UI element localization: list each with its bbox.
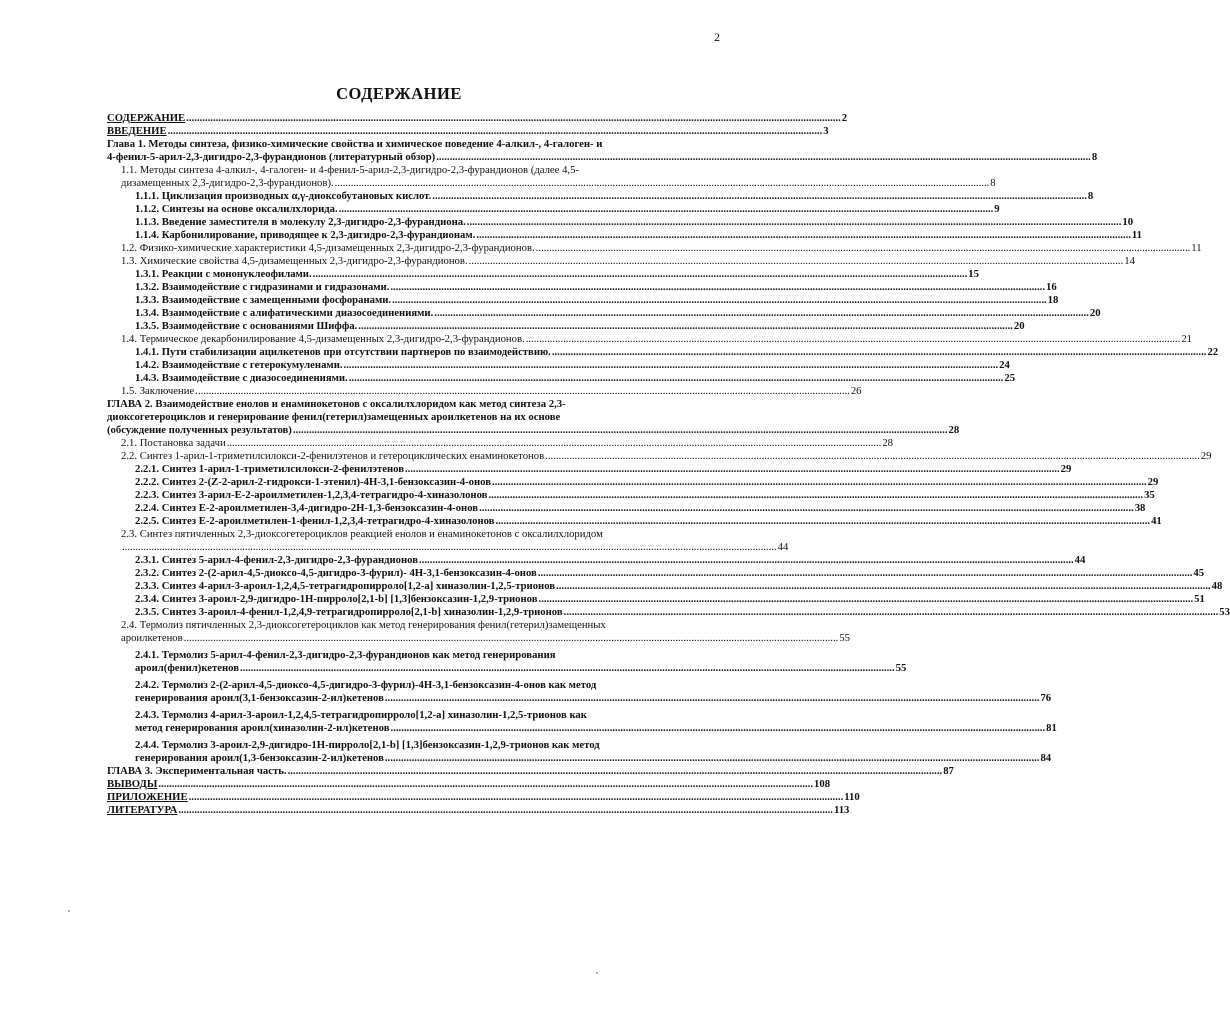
toc-entry-page: 11 bbox=[1131, 229, 1143, 241]
scan-speck bbox=[596, 972, 598, 974]
leader-dots bbox=[339, 203, 994, 216]
toc-entry-page: 2 bbox=[841, 112, 848, 124]
toc-entry bbox=[107, 502, 1146, 515]
toc-entry-page: 11 bbox=[1191, 242, 1202, 254]
toc-entry-page: 41 bbox=[1151, 515, 1162, 527]
toc-entry bbox=[107, 255, 1135, 268]
toc-entry-page: 8 bbox=[990, 177, 996, 189]
toc-entry-text: ЛИТЕРАТУРА bbox=[107, 804, 178, 816]
leader-dots bbox=[536, 242, 1191, 255]
toc-entry-text: 1.3.4. Взаимодействие с алифатическими диазосоединениями. bbox=[135, 307, 434, 319]
toc-entry bbox=[107, 515, 1162, 528]
leader-dots bbox=[391, 722, 1046, 735]
toc-entry-text: 2.3.4. Синтез 3-ароил-2,9-дигидро-1H-пирроло[2,1-b] [1,3]бензоксазин-1,2,9-трионов bbox=[135, 593, 538, 605]
toc-entry-text-line: ароилкетенов bbox=[121, 632, 183, 644]
toc-entry bbox=[107, 649, 907, 675]
toc-entry-text: 1.3.1. Реакции с мононуклеофилами. bbox=[135, 268, 312, 280]
toc-entry-page: 29 bbox=[1060, 463, 1072, 475]
toc-entry-page: 15 bbox=[968, 268, 979, 280]
toc-entry-page: 10 bbox=[1122, 216, 1134, 228]
toc-entry-text: 1.2. Физико-химические характеристики 4,5-дизамещенных 2,3-дигидро-2,3-фурандионов. bbox=[121, 242, 535, 254]
toc-entry bbox=[107, 593, 1205, 606]
toc-entry-text-line: ароил(фенил)кетенов bbox=[135, 662, 239, 674]
toc-entry bbox=[107, 229, 1143, 242]
page-title: СОДЕРЖАНИЕ bbox=[336, 84, 462, 103]
leader-dots bbox=[313, 268, 968, 281]
leader-dots bbox=[495, 515, 1150, 528]
leader-dots bbox=[419, 554, 1074, 567]
toc-entry-text: 1.1.2. Синтезы на основе оксалилхлорида. bbox=[135, 203, 338, 215]
toc-entry bbox=[107, 216, 1134, 229]
toc-entry-page: 51 bbox=[1194, 593, 1205, 605]
toc-entry-text: 1.5. Заключение bbox=[121, 385, 195, 397]
toc-entry bbox=[107, 476, 1159, 489]
leader-dots bbox=[178, 804, 833, 817]
leader-dots bbox=[556, 580, 1211, 593]
toc-entry-page: 24 bbox=[999, 359, 1010, 371]
leader-dots bbox=[552, 346, 1207, 359]
toc-entry bbox=[107, 307, 1101, 320]
toc-entry-text: 1.1.1. Циклизация производных α,γ-диоксобутановых кислот. bbox=[135, 190, 432, 202]
toc-entry-text: 2.3.5. Синтез 3-ароил-4-фенил-1,2,4,9-тетрагидропирроло[2,1-b] хиназолин-1,2,9-трионов bbox=[135, 606, 563, 618]
leader-dots bbox=[436, 151, 1091, 164]
toc-entry-page: 28 bbox=[948, 424, 960, 436]
toc-entry bbox=[107, 765, 954, 778]
toc-entry-text-line: ГЛАВА 2. Взаимодействие енолов и енаминокетонов с оксалилхлоридом как метод синтеза 2,3- bbox=[107, 398, 566, 410]
toc-entry bbox=[107, 112, 848, 125]
toc-entry bbox=[107, 709, 1057, 735]
toc-entry bbox=[107, 346, 1219, 359]
toc-entry-page: 38 bbox=[1134, 502, 1146, 514]
toc-entry-text-line: 2.4. Термолиз пятичленных 2,3-диоксогетероциклов как метод генерирования фенил(гетерил)замещенных bbox=[121, 619, 606, 631]
leader-dots bbox=[469, 255, 1124, 268]
toc-entry-text: 2.2. Синтез 1-арил-1-триметилсилокси-2-фенилэтенов и гетероциклических енаминокетонов bbox=[121, 450, 545, 462]
toc-entry-text: 2.3.1. Синтез 5-арил-4-фенил-2,3-дигидро-2,3-фурандионов bbox=[135, 554, 419, 566]
toc-entry-text: 2.1. Постановка задачи bbox=[121, 437, 226, 449]
toc-entry-text-line: Глава 1. Методы синтеза, физико-химические свойства и химическое поведение 4-алкил-, 4-галоген- и bbox=[107, 138, 603, 150]
leader-dots bbox=[432, 190, 1087, 203]
toc-entry-text: 1.3.2. Взаимодействие с гидразинами и гидразонами. bbox=[135, 281, 390, 293]
toc-entry bbox=[107, 437, 893, 450]
toc-entry-page: 29 bbox=[1147, 476, 1159, 488]
toc-entry-page: 108 bbox=[814, 778, 831, 790]
toc-entry bbox=[107, 125, 829, 138]
toc-entry-page: 35 bbox=[1144, 489, 1155, 501]
leader-dots bbox=[539, 593, 1194, 606]
leader-dots bbox=[358, 320, 1013, 333]
leader-dots bbox=[195, 385, 850, 398]
leader-dots bbox=[288, 765, 943, 778]
toc-entry-text: 1.1.3. Введение заместителя в молекулу 2,3-дигидро-2,3-фурандиона. bbox=[135, 216, 466, 228]
toc-entry-page: 45 bbox=[1193, 567, 1205, 579]
leader-dots bbox=[488, 489, 1143, 502]
toc-entry bbox=[107, 567, 1205, 580]
scan-speck bbox=[68, 910, 70, 912]
leader-dots bbox=[293, 424, 948, 437]
page-number: 2 bbox=[714, 30, 720, 44]
leader-dots bbox=[467, 216, 1122, 229]
toc-entry-text-line: 4-фенил-5-арил-2,3-дигидро-2,3-фурандионов (литературный обзор) bbox=[107, 151, 436, 163]
leader-dots bbox=[538, 567, 1193, 580]
toc-entry-page: 44 bbox=[1074, 554, 1086, 566]
toc-entry-page: 48 bbox=[1211, 580, 1223, 592]
toc-entry-text-line: 2.4.4. Термолиз 3-ароил-2,9-дигидро-1H-пирроло[2,1-b] [1,3]бензоксазин-1,2,9-трионов как метод bbox=[135, 739, 600, 751]
toc-entry-page: 21 bbox=[1181, 333, 1192, 345]
toc-entry bbox=[107, 190, 1094, 203]
toc-entry-text: ГЛАВА 3. Экспериментальная часть. bbox=[107, 765, 287, 777]
toc-entry-text-line: 2.4.2. Термолиз 2-(2-арил-4,5-диоксо-4,5-дигидро-3-фурил)-4H-3,1-бензоксазин-4-онов как метод bbox=[135, 679, 597, 691]
toc-entry bbox=[107, 606, 1230, 619]
leader-dots bbox=[405, 463, 1060, 476]
toc-entry-text: 1.4.1. Пути стабилизации ацилкетенов при отсутствии партнеров по взаимодействию. bbox=[135, 346, 551, 358]
toc-entry-text: 2.2.2. Синтез 2-(Z-2-арил-2-гидрокси-1-этенил)-4H-3,1-бензоксазин-4-онов bbox=[135, 476, 492, 488]
toc-entry-page: 55 bbox=[895, 662, 907, 674]
toc-entry bbox=[107, 164, 996, 190]
toc-entry bbox=[107, 450, 1212, 463]
toc-entry-text: 1.3. Химические свойства 4,5-дизамещенных 2,3-дигидро-2,3-фурандионов. bbox=[121, 255, 468, 267]
leader-dots bbox=[390, 281, 1045, 294]
leader-dots bbox=[344, 359, 999, 372]
toc-entry-page: 44 bbox=[777, 541, 789, 553]
toc-entry-page: 8 bbox=[1087, 190, 1094, 202]
toc-entry bbox=[107, 804, 850, 817]
leader-dots bbox=[122, 541, 777, 554]
toc-entry-page: 26 bbox=[850, 385, 862, 397]
toc-entry-text: 1.3.5. Взаимодействие с основаниями Шиффа. bbox=[135, 320, 358, 332]
toc-entry bbox=[107, 333, 1192, 346]
leader-dots bbox=[240, 662, 895, 675]
toc-entry-text-line: генерирования ароил(3,1-бензоксазин-2-ил)кетенов bbox=[135, 692, 384, 704]
toc-entry-text: 2.2.3. Синтез 3-арил-E-2-ароилметилен-1,2,3,4-тетрагидро-4-хиназолонов bbox=[135, 489, 488, 501]
toc-entry-text: 1.4.2. Взаимодействие с гетерокумуленами. bbox=[135, 359, 343, 371]
toc-entry-page: 76 bbox=[1040, 692, 1052, 704]
toc-entry bbox=[107, 138, 1098, 164]
toc-entry-page: 18 bbox=[1047, 294, 1059, 306]
leader-dots bbox=[186, 112, 841, 125]
toc-entry-page: 55 bbox=[839, 632, 850, 644]
toc-entry-text-line: метод генерирования ароил(хиназолин-2-ил)кетенов bbox=[135, 722, 390, 734]
toc-entry-text-line: 2.3. Синтез пятичленных 2,3-диоксогетероциклов реакцией енолов и енаминокетонов с оксалилхлоридом bbox=[121, 528, 603, 540]
toc-entry bbox=[107, 463, 1072, 476]
table-of-contents bbox=[107, 112, 1230, 817]
toc-entry bbox=[107, 554, 1086, 567]
toc-entry-text: 1.4.3. Взаимодействие с диазосоединениями. bbox=[135, 372, 348, 384]
toc-entry bbox=[107, 778, 831, 791]
leader-dots bbox=[189, 791, 844, 804]
toc-entry-page: 87 bbox=[943, 765, 954, 777]
toc-entry bbox=[107, 489, 1155, 502]
toc-entry-page: 20 bbox=[1013, 320, 1025, 332]
toc-entry-page: 113 bbox=[833, 804, 850, 816]
leader-dots bbox=[158, 778, 813, 791]
toc-entry-text: ПРИЛОЖЕНИЕ bbox=[107, 791, 188, 803]
toc-entry-page: 53 bbox=[1219, 606, 1230, 618]
leader-dots bbox=[564, 606, 1219, 619]
leader-dots bbox=[545, 450, 1200, 463]
toc-entry-text-line: дизамещенных 2,3-дигидро-2,3-фурандионов). bbox=[121, 177, 334, 189]
toc-entry-text: 2.2.1. Синтез 1-арил-1-триметилсилокси-2-фенилэтенов bbox=[135, 463, 404, 475]
leader-dots bbox=[385, 692, 1040, 705]
toc-entry bbox=[107, 281, 1057, 294]
leader-dots bbox=[392, 294, 1047, 307]
leader-dots bbox=[168, 125, 823, 138]
toc-entry-text: 1.1.4. Карбонилирование, приводящее к 2,3-дигидро-2,3-фурандионам. bbox=[135, 229, 476, 241]
toc-entry-text-line: 2.4.3. Термолиз 4-арил-3-ароил-1,2,4,5-тетрагидропирроло[1,2-a] хиназолин-1,2,5-трионов как bbox=[135, 709, 587, 721]
toc-entry-text: СОДЕРЖАНИЕ bbox=[107, 112, 186, 124]
toc-entry bbox=[107, 398, 960, 437]
toc-entry-text: 2.2.4. Синтез E-2-ароилметилен-3,4-дигидро-2H-1,3-бензоксазин-4-онов bbox=[135, 502, 479, 514]
toc-entry bbox=[107, 580, 1223, 593]
leader-dots bbox=[476, 229, 1131, 242]
toc-entry-page: 9 bbox=[994, 203, 1000, 215]
toc-entry-text-line: 1.1. Методы синтеза 4-алкил-, 4-галоген- и 4-фенил-5-арил-2,3-дигидро-2,3-фурандионов (далее 4,5- bbox=[121, 164, 580, 176]
toc-entry-page: 16 bbox=[1045, 281, 1057, 293]
toc-entry-text: ВВЕДЕНИЕ bbox=[107, 125, 167, 137]
toc-entry-page: 28 bbox=[882, 437, 893, 449]
toc-entry bbox=[107, 385, 862, 398]
leader-dots bbox=[526, 333, 1181, 346]
toc-entry bbox=[107, 679, 1052, 705]
toc-entry bbox=[107, 294, 1059, 307]
toc-entry-text: 1.4. Термическое декарбонилирование 4,5-дизамещенных 2,3-дигидро-2,3-фурандионов. bbox=[121, 333, 525, 345]
toc-entry-page: 22 bbox=[1207, 346, 1219, 358]
toc-entry-page: 29 bbox=[1200, 450, 1212, 462]
toc-entry-page: 25 bbox=[1004, 372, 1016, 384]
toc-entry bbox=[107, 203, 1000, 216]
toc-entry-page: 20 bbox=[1089, 307, 1101, 319]
toc-entry bbox=[107, 372, 1016, 385]
toc-entry bbox=[107, 791, 860, 804]
leader-dots bbox=[385, 752, 1040, 765]
leader-dots bbox=[227, 437, 882, 450]
toc-entry bbox=[107, 739, 1052, 765]
toc-entry-text: 2.3.3. Синтез 4-арил-3-ароил-1,2,4,5-тетрагидропирроло[1,2-a] хиназолин-1,2,5-трионов bbox=[135, 580, 556, 592]
toc-entry-page: 84 bbox=[1040, 752, 1052, 764]
toc-entry-text-line: диоксогетероциклов и генерирование фенил(гетерил)замещенных ароилкетенов на их основе bbox=[107, 411, 561, 423]
toc-entry-page: 8 bbox=[1091, 151, 1098, 163]
toc-entry bbox=[107, 242, 1202, 255]
leader-dots bbox=[434, 307, 1089, 320]
leader-dots bbox=[184, 632, 839, 645]
toc-entry-text-line: генерирования ароил(1,3-бензоксазин-2-ил)кетенов bbox=[135, 752, 384, 764]
toc-entry-text-line: 2.4.1. Термолиз 5-арил-4-фенил-2,3-дигидро-2,3-фурандионов как метод генерирования bbox=[135, 649, 556, 661]
leader-dots bbox=[349, 372, 1004, 385]
leader-dots bbox=[479, 502, 1134, 515]
toc-entry-page: 3 bbox=[823, 125, 829, 137]
toc-entry bbox=[107, 619, 850, 645]
leader-dots bbox=[492, 476, 1147, 489]
toc-entry-page: 81 bbox=[1046, 722, 1057, 734]
toc-entry-text: 2.2.5. Синтез E-2-ароилметилен-1-фенил-1,2,3,4-тетрагидро-4-хиназолонов bbox=[135, 515, 495, 527]
toc-entry bbox=[107, 268, 979, 281]
toc-entry bbox=[107, 359, 1010, 372]
toc-entry-text: 1.3.3. Взаимодействие с замещенными фосфоранами. bbox=[135, 294, 392, 306]
toc-entry-text-line: (обсуждение полученных результатов) bbox=[107, 424, 292, 436]
toc-entry bbox=[107, 528, 789, 554]
toc-entry-text: ВЫВОДЫ bbox=[107, 778, 158, 790]
toc-entry-page: 14 bbox=[1124, 255, 1135, 267]
toc-entry-text: 2.3.2. Синтез 2-(2-арил-4,5-диоксо-4,5-дигидро-3-фурил)- 4H-3,1-бензоксазин-4-онов bbox=[135, 567, 537, 579]
toc-entry-page: 110 bbox=[844, 791, 860, 803]
toc-entry bbox=[107, 320, 1025, 333]
leader-dots bbox=[335, 177, 990, 190]
